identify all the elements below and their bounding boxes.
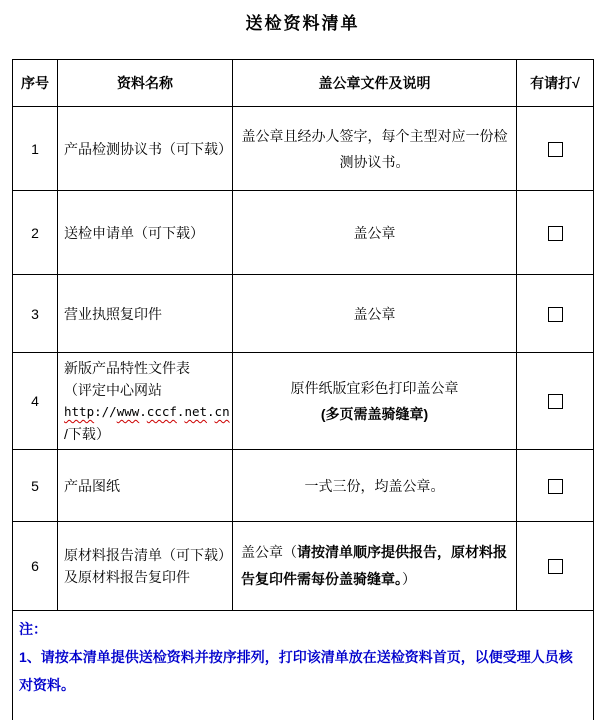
table-row [13, 522, 594, 611]
material-desc [233, 522, 517, 611]
row-number: 6 [13, 522, 58, 611]
checkbox-row-1[interactable] [548, 142, 563, 157]
name-line: /下载） [64, 426, 110, 442]
desc-text-bold: 请按清单顺序提供报告，原材料报 [297, 544, 507, 560]
checkbox-cell [517, 450, 594, 522]
material-name: 营业执照复印件 [58, 275, 233, 353]
table-row [13, 353, 594, 450]
note-line: 1、请按本清单提供送检资料并按序排列，打印该清单放在送检资料首页，以便受理人员核 [19, 649, 573, 665]
url-segment: :// [94, 404, 117, 419]
checkbox-row-3[interactable] [548, 307, 563, 322]
material-desc: 盖公章 [233, 275, 517, 353]
row-number: 4 [13, 353, 58, 450]
url-segment: www [116, 404, 140, 419]
header-row [13, 60, 594, 107]
header-name: 资料名称 [58, 60, 233, 107]
desc-line: 盖公章且经办人签字，每个主型对应一份检 [241, 127, 508, 144]
row-number: 3 [13, 275, 58, 353]
checkbox-cell [517, 275, 594, 353]
row-number: 2 [13, 191, 58, 275]
checkbox-row-4[interactable] [548, 394, 563, 409]
material-name [58, 353, 233, 450]
table-row [13, 107, 594, 191]
header-no: 序号 [13, 60, 58, 107]
url-segment: http [64, 404, 95, 419]
desc-line [241, 566, 512, 593]
note-line: 对资料。 [19, 677, 75, 693]
checkbox-cell [517, 191, 594, 275]
material-desc [233, 353, 517, 450]
header-check: 有请打√ [517, 60, 594, 107]
desc-line-bold: (多页需盖骑缝章) [320, 406, 429, 422]
table-row [13, 191, 594, 275]
name-line: 原材料报告清单（可下载） [64, 547, 232, 563]
url-segment: net [184, 404, 208, 419]
material-name: 送检申请单（可下载） [58, 191, 233, 275]
checkbox-cell [517, 522, 594, 611]
table-row [13, 450, 594, 522]
note-label: 注： [19, 621, 47, 637]
name-line: 新版产品特性文件表 [64, 360, 190, 376]
desc-text: ） [402, 571, 416, 587]
name-line: 及原材料报告复印件 [64, 569, 190, 585]
page-title: 送检资料清单 [245, 14, 360, 33]
notes-row [13, 611, 594, 720]
row-number: 5 [13, 450, 58, 522]
url-segment: cn [214, 404, 230, 419]
url-segment: cccf [146, 404, 177, 419]
url-segment: . [139, 404, 147, 419]
url-segment: . [207, 404, 215, 419]
material-desc: 盖公章 [233, 191, 517, 275]
material-name: 产品检测协议书（可下载） [58, 107, 233, 191]
desc-line: 原件纸版宜彩色打印盖公章 [290, 380, 459, 396]
checkbox-row-6[interactable] [548, 559, 563, 574]
material-desc: 一式三份，均盖公章。 [233, 450, 517, 522]
material-name: 产品图纸 [58, 450, 233, 522]
material-desc [233, 107, 517, 191]
notes-cell [13, 611, 594, 720]
checklist-table [12, 59, 594, 720]
table-row [13, 275, 594, 353]
cccf-url[interactable] [64, 401, 229, 423]
url-segment: . [176, 404, 185, 419]
desc-text-bold: 告复印件需每份盖骑缝章。 [241, 571, 402, 587]
name-line: （评定中心网站 [64, 382, 162, 398]
desc-line: 测协议书。 [339, 153, 410, 170]
desc-text: 盖公章（ [241, 544, 297, 560]
row-number: 1 [13, 107, 58, 191]
desc-line [241, 539, 512, 566]
checkbox-cell [517, 107, 594, 191]
checkbox-row-5[interactable] [548, 479, 563, 494]
material-name [58, 522, 233, 611]
checkbox-cell [517, 353, 594, 450]
header-desc: 盖公章文件及说明 [233, 60, 517, 107]
checkbox-row-2[interactable] [548, 226, 563, 241]
